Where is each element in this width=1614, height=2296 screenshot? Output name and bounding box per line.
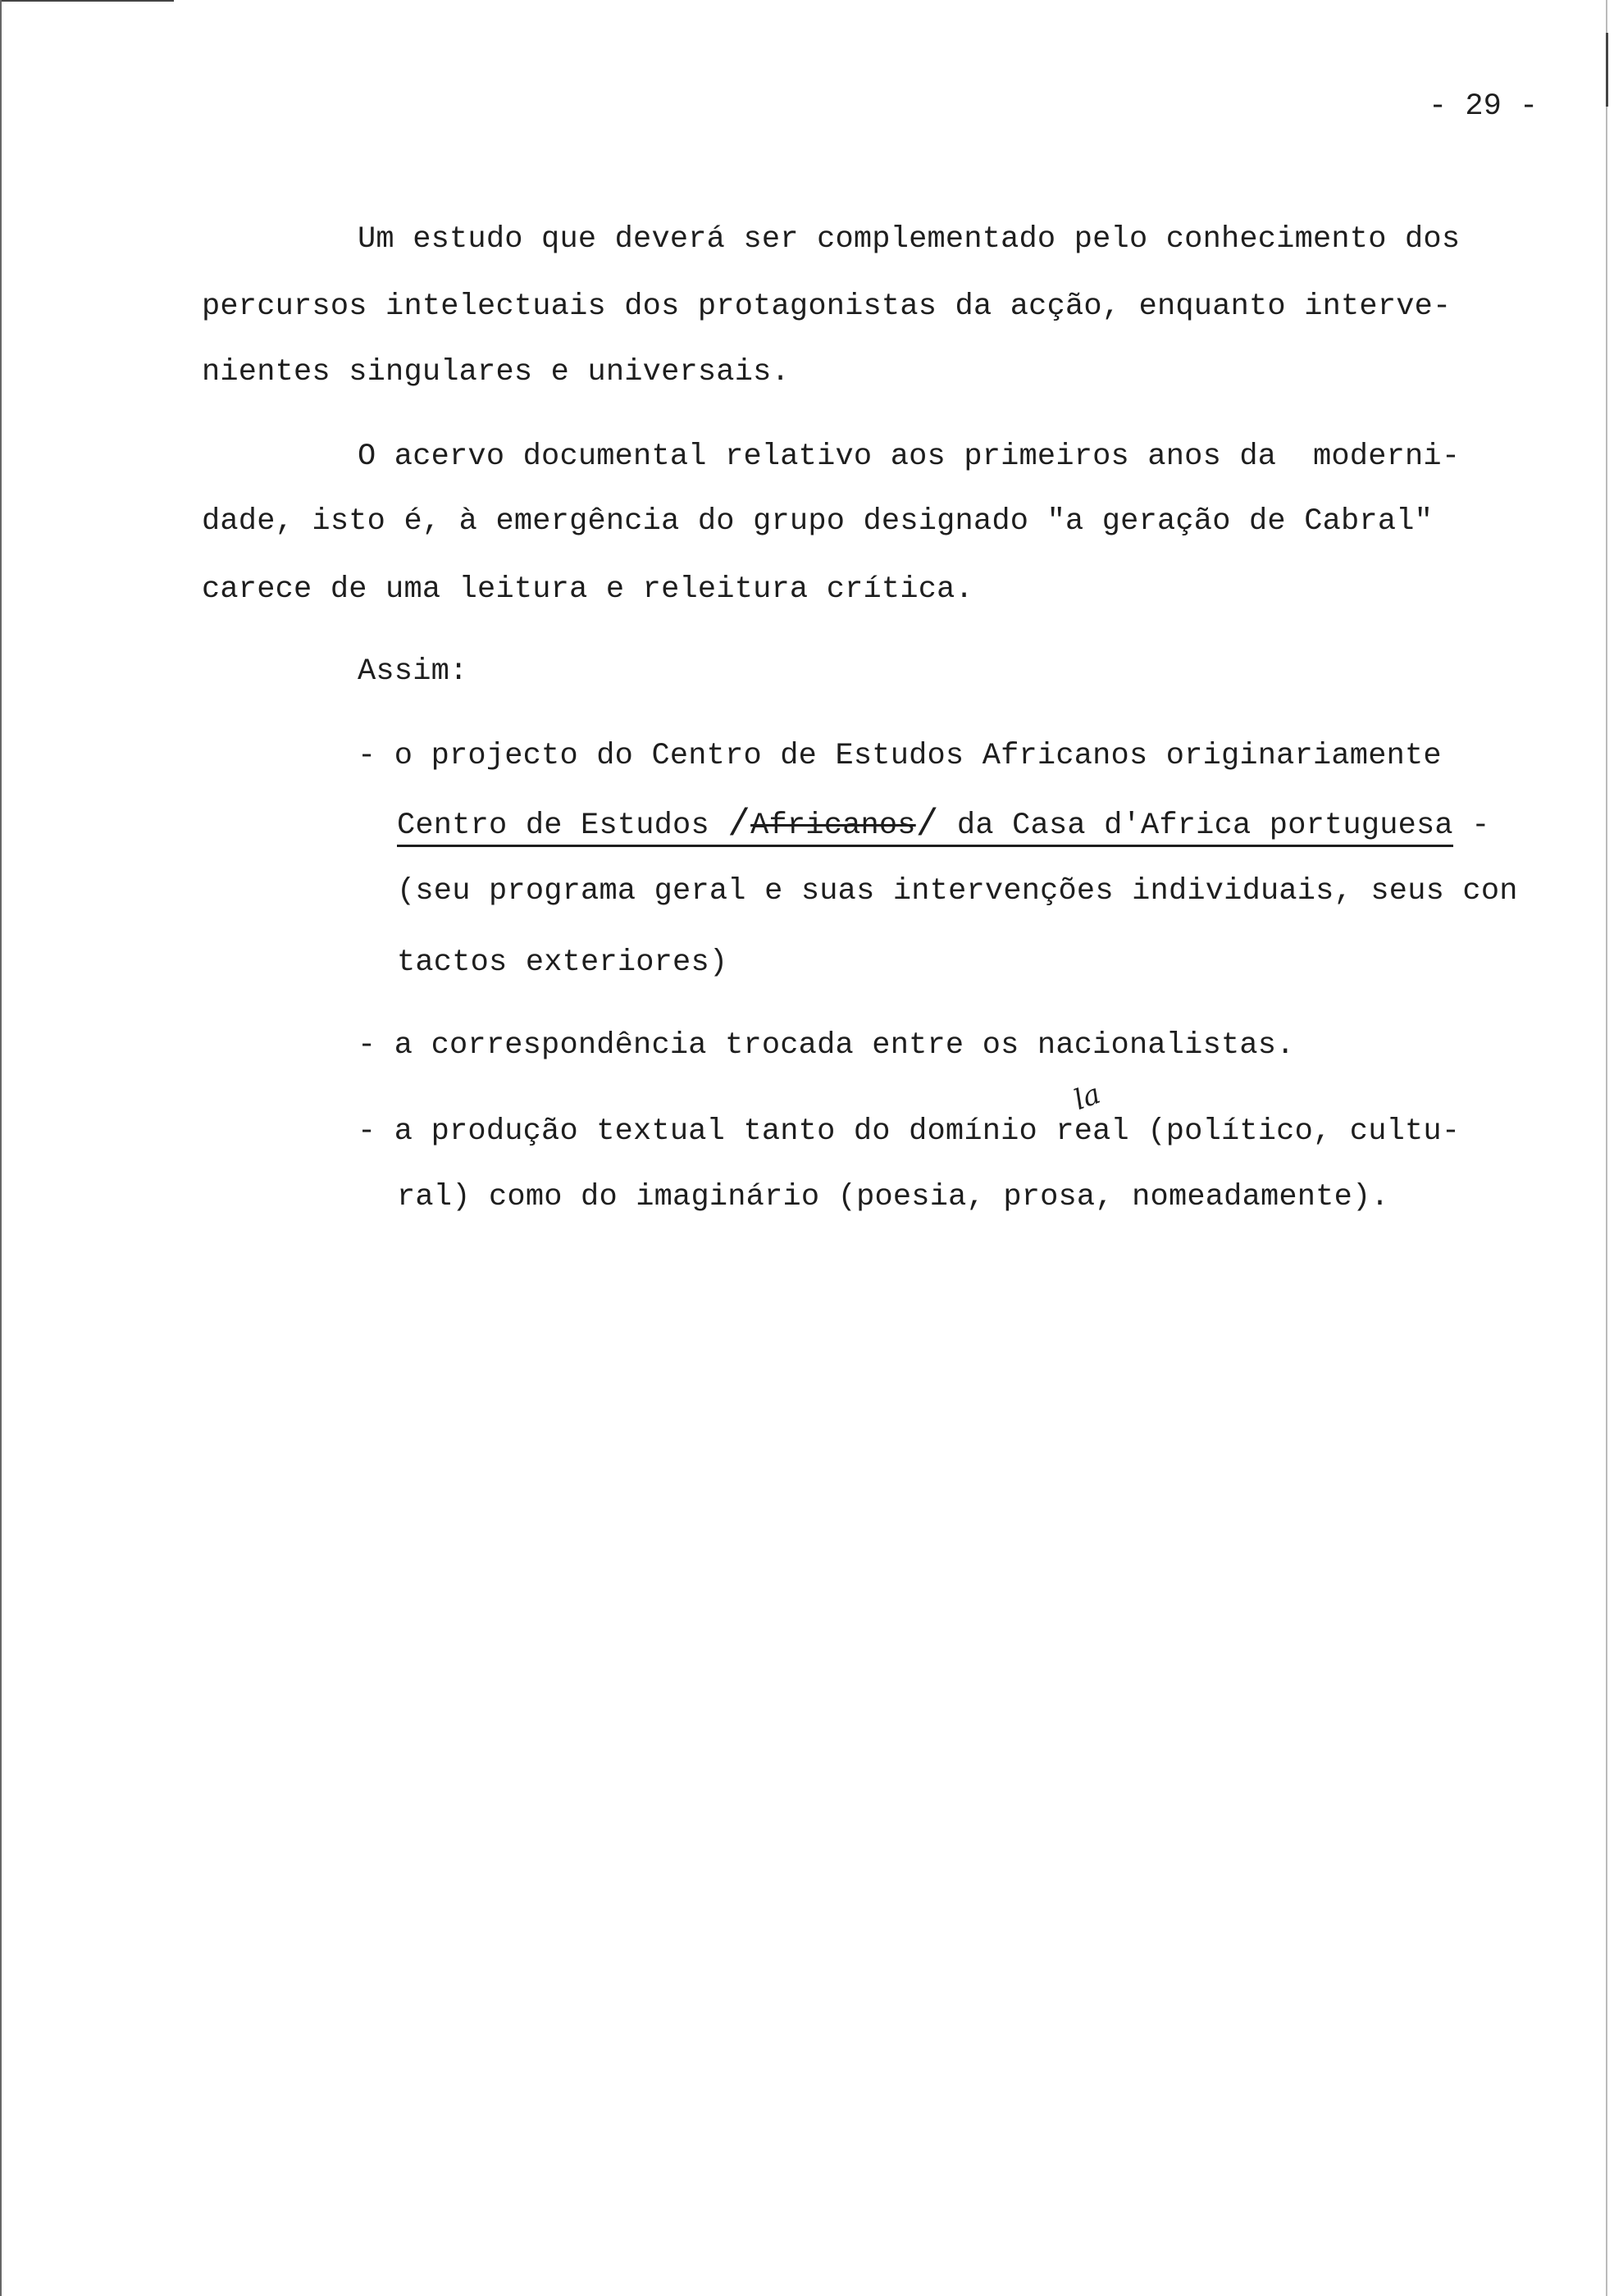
- struck-word: Africanos: [750, 809, 916, 843]
- paragraph-1-line-3: nientes singulares e universais.: [202, 355, 790, 390]
- list-item-1-line-1: - o projecto do Centro de Estudos Africanos originariamente: [358, 739, 1442, 773]
- underlined-institution-name: Centro de Estudos /Africanos/ da Casa d'Africa portuguesa: [397, 804, 1453, 846]
- handwritten-annotation: la: [1069, 1077, 1106, 1118]
- paragraph-2-line-3: carece de uma leitura e releitura crítica.: [202, 572, 973, 607]
- page-number: - 29 -: [1429, 89, 1539, 124]
- scan-edge-right: [1606, 0, 1607, 2296]
- handwritten-slash-left: /: [727, 804, 751, 846]
- list-item-3-line-1: - a produção textual tanto do domínio real (político, cultu-: [358, 1114, 1461, 1149]
- scan-edge-left: [0, 0, 2, 2296]
- list-item-2-line-1: - a correspondência trocada entre os nacionalistas.: [358, 1028, 1295, 1063]
- paragraph-2-line-2: dade, isto é, à emergência do grupo designado "a geração de Cabral": [202, 504, 1434, 539]
- scan-edge-right-mark: [1606, 33, 1608, 107]
- paragraph-1-line-2: percursos intelectuais dos protagonistas da acção, enquanto interve-: [202, 289, 1452, 324]
- scan-edge-top: [0, 0, 174, 2]
- list-item-1-line-2: Centro de Estudos /Africanos/ da Casa d'Africa portuguesa -: [397, 804, 1490, 846]
- list-item-3-line-2: ral) como do imaginário (poesia, prosa, nomeadamente).: [397, 1180, 1389, 1214]
- paragraph-2-line-1: O acervo documental relativo aos primeiros anos da moderni-: [358, 440, 1461, 474]
- paragraph-3-line-1: Assim:: [358, 654, 468, 689]
- paragraph-1-line-1: Um estudo que deverá ser complementado pelo conhecimento dos: [358, 222, 1461, 257]
- handwritten-slash-right: /: [915, 804, 939, 846]
- list-item-1-line-4: tactos exteriores): [397, 945, 728, 980]
- list-item-1-line-3: (seu programa geral e suas intervenções individuais, seus con: [397, 874, 1518, 909]
